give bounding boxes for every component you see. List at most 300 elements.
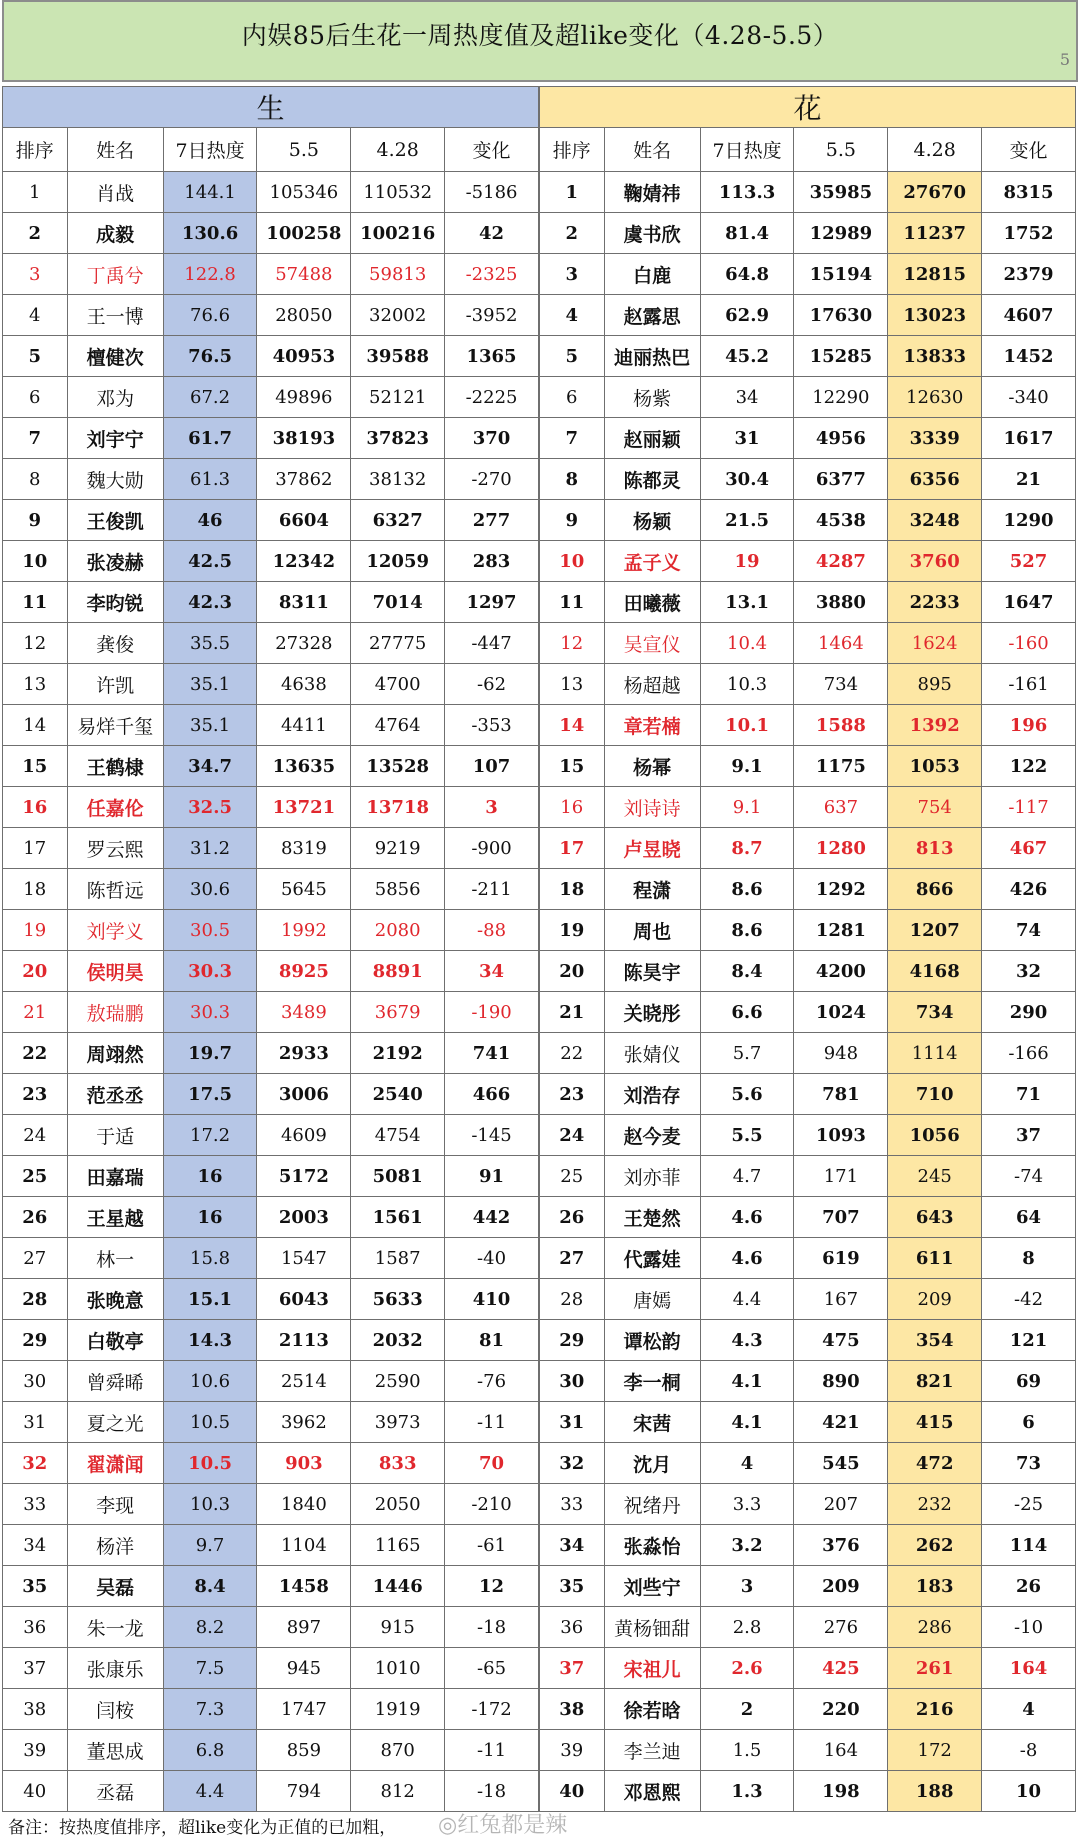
cell-change: 3 xyxy=(445,787,539,828)
cell-name: 董思成 xyxy=(67,1730,163,1771)
cell-apr28: 734 xyxy=(888,992,982,1033)
cell-heat: 8.6 xyxy=(700,869,794,910)
cell-rank: 30 xyxy=(3,1361,68,1402)
cell-change: -340 xyxy=(982,377,1076,418)
cell-name: 夏之光 xyxy=(67,1402,163,1443)
cell-change: 370 xyxy=(445,418,539,459)
cell-change: 34 xyxy=(445,951,539,992)
table-row xyxy=(3,1566,539,1607)
cell-apr28: 1165 xyxy=(351,1525,445,1566)
cell-apr28: 4754 xyxy=(351,1115,445,1156)
cell-heat: 30.3 xyxy=(163,992,257,1033)
cell-rank: 22 xyxy=(3,1033,68,1074)
cell-apr28: 216 xyxy=(888,1689,982,1730)
table-row xyxy=(540,910,1076,951)
cell-apr28: 472 xyxy=(888,1443,982,1484)
cell-name: 刘诗诗 xyxy=(604,787,700,828)
table-row xyxy=(540,623,1076,664)
cell-change: -18 xyxy=(445,1607,539,1648)
column-header: 变化 xyxy=(982,128,1076,172)
hua-column-header-row xyxy=(540,128,1076,172)
cell-may5: 2003 xyxy=(257,1197,351,1238)
cell-change: 1752 xyxy=(982,213,1076,254)
sheng-column-header-row xyxy=(3,128,539,172)
cell-apr28: 1561 xyxy=(351,1197,445,1238)
cell-apr28: 12815 xyxy=(888,254,982,295)
cell-change: 64 xyxy=(982,1197,1076,1238)
cell-rank: 34 xyxy=(540,1525,605,1566)
cell-name: 杨颖 xyxy=(604,500,700,541)
cell-heat: 2.6 xyxy=(700,1648,794,1689)
cell-apr28: 6356 xyxy=(888,459,982,500)
table-row xyxy=(3,1607,539,1648)
cell-may5: 15194 xyxy=(794,254,888,295)
cell-may5: 171 xyxy=(794,1156,888,1197)
cell-may5: 3489 xyxy=(257,992,351,1033)
table-row xyxy=(540,1402,1076,1443)
cell-apr28: 611 xyxy=(888,1238,982,1279)
cell-rank: 32 xyxy=(3,1443,68,1484)
column-header: 排序 xyxy=(3,128,68,172)
table-row xyxy=(540,336,1076,377)
cell-name: 张凌赫 xyxy=(67,541,163,582)
cell-may5: 8319 xyxy=(257,828,351,869)
table-row xyxy=(3,1402,539,1443)
cell-may5: 8311 xyxy=(257,582,351,623)
cell-name: 王俊凯 xyxy=(67,500,163,541)
cell-apr28: 3339 xyxy=(888,418,982,459)
cell-apr28: 4700 xyxy=(351,664,445,705)
cell-name: 李兰迪 xyxy=(604,1730,700,1771)
cell-name: 杨紫 xyxy=(604,377,700,418)
cell-apr28: 870 xyxy=(351,1730,445,1771)
table-row xyxy=(3,1648,539,1689)
cell-rank: 39 xyxy=(3,1730,68,1771)
cell-may5: 3880 xyxy=(794,582,888,623)
cell-name: 许凯 xyxy=(67,664,163,705)
cell-heat: 4.7 xyxy=(700,1156,794,1197)
cell-apr28: 1010 xyxy=(351,1648,445,1689)
table-row xyxy=(540,1074,1076,1115)
cell-apr28: 6327 xyxy=(351,500,445,541)
cell-change: 4 xyxy=(982,1689,1076,1730)
cell-change: 196 xyxy=(982,705,1076,746)
cell-apr28: 415 xyxy=(888,1402,982,1443)
table-row xyxy=(540,582,1076,623)
cell-may5: 4411 xyxy=(257,705,351,746)
table-row xyxy=(540,541,1076,582)
cell-apr28: 895 xyxy=(888,664,982,705)
cell-may5: 1840 xyxy=(257,1484,351,1525)
cell-apr28: 1919 xyxy=(351,1689,445,1730)
cell-apr28: 2032 xyxy=(351,1320,445,1361)
table-row xyxy=(3,1484,539,1525)
table-row xyxy=(540,1443,1076,1484)
table-row xyxy=(540,418,1076,459)
cell-name: 代露娃 xyxy=(604,1238,700,1279)
cell-rank: 28 xyxy=(3,1279,68,1320)
cell-may5: 619 xyxy=(794,1238,888,1279)
cell-rank: 40 xyxy=(540,1771,605,1812)
cell-heat: 1.5 xyxy=(700,1730,794,1771)
cell-heat: 10.4 xyxy=(700,623,794,664)
cell-change: 70 xyxy=(445,1443,539,1484)
table-row xyxy=(3,1238,539,1279)
cell-name: 王一博 xyxy=(67,295,163,336)
cell-may5: 903 xyxy=(257,1443,351,1484)
cell-change: 8315 xyxy=(982,172,1076,213)
cell-change: 107 xyxy=(445,746,539,787)
cell-heat: 9.1 xyxy=(700,746,794,787)
cell-heat: 4.3 xyxy=(700,1320,794,1361)
cell-apr28: 27670 xyxy=(888,172,982,213)
cell-rank: 7 xyxy=(540,418,605,459)
table-row xyxy=(3,1730,539,1771)
cell-rank: 9 xyxy=(540,500,605,541)
cell-rank: 17 xyxy=(540,828,605,869)
cell-may5: 207 xyxy=(794,1484,888,1525)
cell-heat: 16 xyxy=(163,1156,257,1197)
cell-rank: 3 xyxy=(3,254,68,295)
table-row xyxy=(540,1484,1076,1525)
cell-rank: 17 xyxy=(3,828,68,869)
cell-rank: 21 xyxy=(540,992,605,1033)
cell-apr28: 1446 xyxy=(351,1566,445,1607)
cell-may5: 38193 xyxy=(257,418,351,459)
table-row xyxy=(540,787,1076,828)
cell-may5: 5172 xyxy=(257,1156,351,1197)
cell-may5: 897 xyxy=(257,1607,351,1648)
cell-heat: 4.1 xyxy=(700,1361,794,1402)
cell-name: 易烊千玺 xyxy=(67,705,163,746)
table-row xyxy=(540,1525,1076,1566)
cell-may5: 4956 xyxy=(794,418,888,459)
cell-heat: 6.8 xyxy=(163,1730,257,1771)
table-row xyxy=(3,500,539,541)
cell-change: -18 xyxy=(445,1771,539,1812)
cell-name: 白鹿 xyxy=(604,254,700,295)
cell-rank: 11 xyxy=(3,582,68,623)
cell-apr28: 13718 xyxy=(351,787,445,828)
cell-change: 1647 xyxy=(982,582,1076,623)
cell-rank: 13 xyxy=(3,664,68,705)
cell-may5: 890 xyxy=(794,1361,888,1402)
table-row xyxy=(540,1279,1076,1320)
table-row xyxy=(3,1361,539,1402)
cell-change: 741 xyxy=(445,1033,539,1074)
cell-name: 刘学义 xyxy=(67,910,163,951)
cell-apr28: 13833 xyxy=(888,336,982,377)
cell-heat: 35.1 xyxy=(163,664,257,705)
cell-apr28: 5856 xyxy=(351,869,445,910)
cell-may5: 475 xyxy=(794,1320,888,1361)
cell-heat: 10.5 xyxy=(163,1402,257,1443)
table-row xyxy=(540,1197,1076,1238)
cell-rank: 6 xyxy=(3,377,68,418)
cell-apr28: 2233 xyxy=(888,582,982,623)
column-header: 姓名 xyxy=(604,128,700,172)
cell-change: -2225 xyxy=(445,377,539,418)
hua-section-label: 花 xyxy=(540,87,1076,128)
cell-apr28: 12059 xyxy=(351,541,445,582)
cell-name: 王鹤棣 xyxy=(67,746,163,787)
hua-section-header xyxy=(540,87,1076,128)
table-row xyxy=(3,336,539,377)
cell-apr28: 915 xyxy=(351,1607,445,1648)
cell-rank: 13 xyxy=(540,664,605,705)
cell-change: 81 xyxy=(445,1320,539,1361)
cell-rank: 23 xyxy=(540,1074,605,1115)
table-row xyxy=(3,787,539,828)
cell-heat: 8.4 xyxy=(163,1566,257,1607)
cell-rank: 30 xyxy=(540,1361,605,1402)
cell-rank: 35 xyxy=(3,1566,68,1607)
cell-heat: 10.6 xyxy=(163,1361,257,1402)
cell-may5: 707 xyxy=(794,1197,888,1238)
cell-may5: 2514 xyxy=(257,1361,351,1402)
cell-change: 26 xyxy=(982,1566,1076,1607)
sheng-section-header xyxy=(3,87,539,128)
cell-name: 陈哲远 xyxy=(67,869,163,910)
table-row xyxy=(540,1730,1076,1771)
table-row xyxy=(540,500,1076,541)
cell-may5: 1281 xyxy=(794,910,888,951)
cell-may5: 12290 xyxy=(794,377,888,418)
sheng-section-label: 生 xyxy=(3,87,539,128)
cell-apr28: 7014 xyxy=(351,582,445,623)
cell-apr28: 183 xyxy=(888,1566,982,1607)
cell-change: -62 xyxy=(445,664,539,705)
cell-may5: 1458 xyxy=(257,1566,351,1607)
table-row xyxy=(540,1689,1076,1730)
cell-apr28: 710 xyxy=(888,1074,982,1115)
sheng-table xyxy=(2,86,539,1812)
table-row xyxy=(540,1320,1076,1361)
table-row xyxy=(540,1648,1076,1689)
table-row xyxy=(540,705,1076,746)
cell-heat: 61.3 xyxy=(163,459,257,500)
column-header: 变化 xyxy=(445,128,539,172)
column-header: 排序 xyxy=(540,128,605,172)
cell-rank: 12 xyxy=(540,623,605,664)
cell-apr28: 643 xyxy=(888,1197,982,1238)
cell-name: 宋祖儿 xyxy=(604,1648,700,1689)
cell-change: 10 xyxy=(982,1771,1076,1812)
cell-may5: 28050 xyxy=(257,295,351,336)
cell-rank: 24 xyxy=(540,1115,605,1156)
cell-heat: 15.1 xyxy=(163,1279,257,1320)
cell-heat: 81.4 xyxy=(700,213,794,254)
cell-may5: 1104 xyxy=(257,1525,351,1566)
cell-name: 李现 xyxy=(67,1484,163,1525)
cell-may5: 100258 xyxy=(257,213,351,254)
cell-name: 于适 xyxy=(67,1115,163,1156)
cell-may5: 421 xyxy=(794,1402,888,1443)
title-corner-mark: 5 xyxy=(1059,50,1070,69)
cell-heat: 34.7 xyxy=(163,746,257,787)
cell-change: 283 xyxy=(445,541,539,582)
cell-apr28: 3679 xyxy=(351,992,445,1033)
cell-change: -25 xyxy=(982,1484,1076,1525)
cell-heat: 46 xyxy=(163,500,257,541)
table-row xyxy=(540,459,1076,500)
cell-rank: 4 xyxy=(3,295,68,336)
cell-heat: 45.2 xyxy=(700,336,794,377)
cell-may5: 15285 xyxy=(794,336,888,377)
cell-rank: 29 xyxy=(540,1320,605,1361)
cell-name: 龚俊 xyxy=(67,623,163,664)
cell-name: 赵丽颖 xyxy=(604,418,700,459)
cell-name: 沈月 xyxy=(604,1443,700,1484)
cell-heat: 15.8 xyxy=(163,1238,257,1279)
cell-name: 田嘉瑞 xyxy=(67,1156,163,1197)
cell-change: -40 xyxy=(445,1238,539,1279)
column-header: 姓名 xyxy=(67,128,163,172)
cell-may5: 1280 xyxy=(794,828,888,869)
cell-change: -160 xyxy=(982,623,1076,664)
cell-may5: 781 xyxy=(794,1074,888,1115)
cell-apr28: 1207 xyxy=(888,910,982,951)
cell-apr28: 3248 xyxy=(888,500,982,541)
cell-rank: 16 xyxy=(540,787,605,828)
cell-change: 1617 xyxy=(982,418,1076,459)
cell-may5: 1093 xyxy=(794,1115,888,1156)
cell-name: 鞠婧祎 xyxy=(604,172,700,213)
cell-change: -447 xyxy=(445,623,539,664)
table-row xyxy=(540,1771,1076,1812)
cell-may5: 794 xyxy=(257,1771,351,1812)
cell-name: 李一桐 xyxy=(604,1361,700,1402)
cell-rank: 36 xyxy=(3,1607,68,1648)
cell-may5: 276 xyxy=(794,1607,888,1648)
cell-name: 白敬亭 xyxy=(67,1320,163,1361)
table-row xyxy=(3,951,539,992)
cell-may5: 945 xyxy=(257,1648,351,1689)
cell-name: 吴磊 xyxy=(67,1566,163,1607)
cell-rank: 14 xyxy=(3,705,68,746)
cell-apr28: 32002 xyxy=(351,295,445,336)
cell-heat: 19.7 xyxy=(163,1033,257,1074)
table-row xyxy=(540,254,1076,295)
cell-rank: 11 xyxy=(540,582,605,623)
cell-apr28: 754 xyxy=(888,787,982,828)
cell-heat: 9.7 xyxy=(163,1525,257,1566)
cell-may5: 1024 xyxy=(794,992,888,1033)
footnote: 备注：按热度值排序，超like变化为正值的已加粗， xyxy=(8,1818,397,1838)
cell-rank: 28 xyxy=(540,1279,605,1320)
cell-heat: 42.5 xyxy=(163,541,257,582)
cell-heat: 113.3 xyxy=(700,172,794,213)
cell-rank: 2 xyxy=(540,213,605,254)
cell-heat: 1.3 xyxy=(700,1771,794,1812)
cell-change: 527 xyxy=(982,541,1076,582)
cell-apr28: 8891 xyxy=(351,951,445,992)
cell-may5: 637 xyxy=(794,787,888,828)
cell-name: 罗云熙 xyxy=(67,828,163,869)
cell-name: 孟子义 xyxy=(604,541,700,582)
cell-may5: 27328 xyxy=(257,623,351,664)
cell-apr28: 2080 xyxy=(351,910,445,951)
cell-name: 檀健次 xyxy=(67,336,163,377)
cell-may5: 57488 xyxy=(257,254,351,295)
cell-rank: 33 xyxy=(3,1484,68,1525)
table-row xyxy=(3,582,539,623)
cell-name: 朱一龙 xyxy=(67,1607,163,1648)
cell-may5: 734 xyxy=(794,664,888,705)
table-row xyxy=(3,1771,539,1812)
cell-apr28: 59813 xyxy=(351,254,445,295)
cell-apr28: 5633 xyxy=(351,1279,445,1320)
cell-rank: 37 xyxy=(3,1648,68,1689)
cell-apr28: 2590 xyxy=(351,1361,445,1402)
cell-may5: 35985 xyxy=(794,172,888,213)
cell-rank: 19 xyxy=(540,910,605,951)
cell-rank: 10 xyxy=(540,541,605,582)
cell-apr28: 100216 xyxy=(351,213,445,254)
cell-heat: 2 xyxy=(700,1689,794,1730)
cell-rank: 19 xyxy=(3,910,68,951)
cell-heat: 6.6 xyxy=(700,992,794,1033)
cell-name: 田曦薇 xyxy=(604,582,700,623)
cell-may5: 859 xyxy=(257,1730,351,1771)
cell-apr28: 813 xyxy=(888,828,982,869)
cell-name: 谭松韵 xyxy=(604,1320,700,1361)
cell-name: 邓为 xyxy=(67,377,163,418)
page-title: 内娱85后生花一周热度值及超like变化（4.28-5.5） xyxy=(241,21,839,50)
cell-apr28: 286 xyxy=(888,1607,982,1648)
table-row xyxy=(3,172,539,213)
cell-rank: 32 xyxy=(540,1443,605,1484)
table-row xyxy=(3,705,539,746)
cell-heat: 2.8 xyxy=(700,1607,794,1648)
table-row xyxy=(540,992,1076,1033)
cell-heat: 31 xyxy=(700,418,794,459)
cell-heat: 35.5 xyxy=(163,623,257,664)
cell-rank: 18 xyxy=(3,869,68,910)
cell-name: 赵露思 xyxy=(604,295,700,336)
table-row xyxy=(3,254,539,295)
cell-name: 黄杨钿甜 xyxy=(604,1607,700,1648)
cell-rank: 1 xyxy=(3,172,68,213)
cell-name: 程潇 xyxy=(604,869,700,910)
cell-may5: 220 xyxy=(794,1689,888,1730)
cell-heat: 3.3 xyxy=(700,1484,794,1525)
cell-may5: 948 xyxy=(794,1033,888,1074)
cell-change: -353 xyxy=(445,705,539,746)
cell-name: 丞磊 xyxy=(67,1771,163,1812)
cell-may5: 40953 xyxy=(257,336,351,377)
cell-heat: 5.5 xyxy=(700,1115,794,1156)
cell-change: -117 xyxy=(982,787,1076,828)
cell-heat: 19 xyxy=(700,541,794,582)
cell-rank: 15 xyxy=(3,746,68,787)
cell-name: 赵今麦 xyxy=(604,1115,700,1156)
cell-rank: 37 xyxy=(540,1648,605,1689)
cell-may5: 425 xyxy=(794,1648,888,1689)
cell-change: 442 xyxy=(445,1197,539,1238)
cell-rank: 5 xyxy=(3,336,68,377)
cell-name: 张康乐 xyxy=(67,1648,163,1689)
table-row xyxy=(3,992,539,1033)
cell-name: 成毅 xyxy=(67,213,163,254)
cell-heat: 17.2 xyxy=(163,1115,257,1156)
cell-heat: 8.2 xyxy=(163,1607,257,1648)
cell-heat: 5.6 xyxy=(700,1074,794,1115)
cell-change: -76 xyxy=(445,1361,539,1402)
cell-heat: 30.3 xyxy=(163,951,257,992)
table-row xyxy=(540,951,1076,992)
cell-apr28: 812 xyxy=(351,1771,445,1812)
